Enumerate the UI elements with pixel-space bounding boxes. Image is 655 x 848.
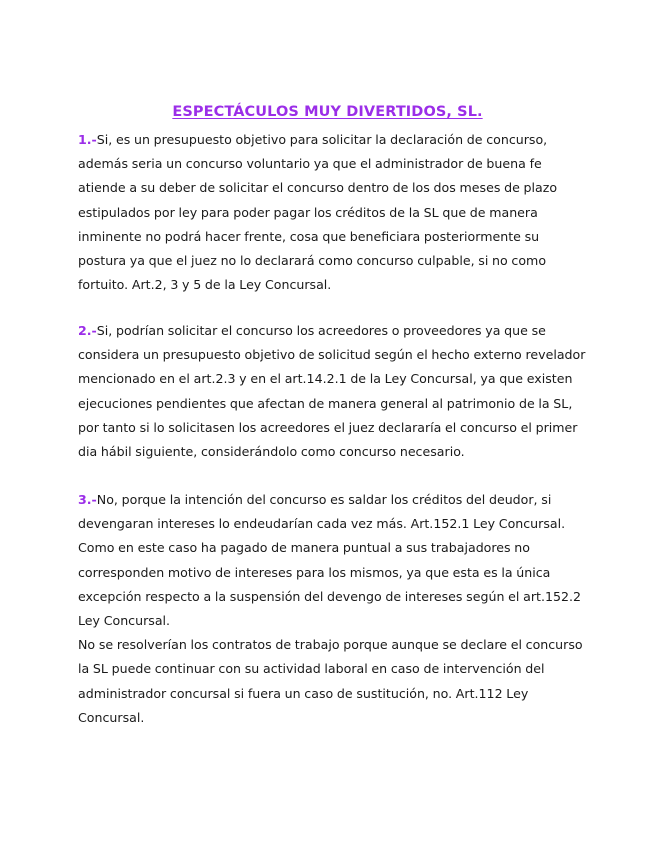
answer-line: 2.-Si, podrían solicitar el concurso los acreedores o proveedores ya que se	[78, 323, 546, 338]
answer-number: 3.-	[78, 492, 97, 507]
answer-number: 2.-	[78, 323, 97, 338]
answer-line: mencionado en el art.2.3 y en el art.14.2.1 de la Ley Concursal, ya que existen	[78, 371, 573, 387]
answer-line: inminente no podrá hacer frente, cosa que beneficiara posteriormente su	[78, 228, 540, 244]
answer-line: ejecuciones pendientes que afectan de manera general al patrimonio de la SL,	[78, 395, 573, 411]
answer-number: 1.-	[78, 132, 97, 147]
answer-line: fortuito. Art.2, 3 y 5 de la Ley Concursal.	[78, 277, 332, 293]
answer-1	[78, 128, 598, 297]
answer-line: administrador concursal si fuera un caso de sustitución, no. Art.112 Ley	[78, 685, 529, 701]
answer-line: Ley Concursal.	[78, 613, 171, 629]
answer-line: postura ya que el juez no lo declarará como concurso culpable, si no como	[78, 253, 547, 269]
answer-line: Concursal.	[78, 709, 145, 725]
answer-line: corresponden motivo de intereses para los mismos, ya que esta es la única	[78, 564, 551, 580]
answer-line: la SL puede continuar con su actividad laboral en caso de intervención del	[78, 661, 545, 677]
answer-line: por tanto si lo solicitasen los acreedores el juez declararía el concurso el primer	[78, 419, 578, 435]
answer-2	[78, 319, 598, 464]
answer-3	[78, 488, 598, 730]
answer-line: devengaran intereses lo endeudarían cada vez más. Art.152.1 Ley Concursal.	[78, 516, 566, 532]
answer-line: atiende a su deber de solicitar el concurso dentro de los dos meses de plazo	[78, 180, 558, 196]
answer-line: Como en este caso ha pagado de manera puntual a sus trabajadores no	[78, 540, 530, 556]
answer-line: estipulados por ley para poder pagar los créditos de la SL que de manera	[78, 204, 538, 220]
answer-line: 1.-Si, es un presupuesto objetivo para solicitar la declaración de concurso,	[78, 132, 548, 147]
answer-line: dia hábil siguiente, considerándolo como concurso necesario.	[78, 444, 465, 460]
answer-line: 3.-No, porque la intención del concurso es saldar los créditos del deudor, si	[78, 492, 552, 507]
document-title: ESPECTÁCULOS MUY DIVERTIDOS, SL.	[172, 104, 483, 120]
answer-line: No se resolverían los contratos de trabajo porque aunque se declare el concurso	[78, 637, 583, 653]
answer-line: además seria un concurso voluntario ya que el administrador de buena fe	[78, 156, 542, 172]
answer-line: considera un presupuesto objetivo de solicitud según el hecho externo revelador	[78, 347, 586, 363]
answer-line: excepción respecto a la suspensión del devengo de intereses según el art.152.2	[78, 588, 581, 604]
